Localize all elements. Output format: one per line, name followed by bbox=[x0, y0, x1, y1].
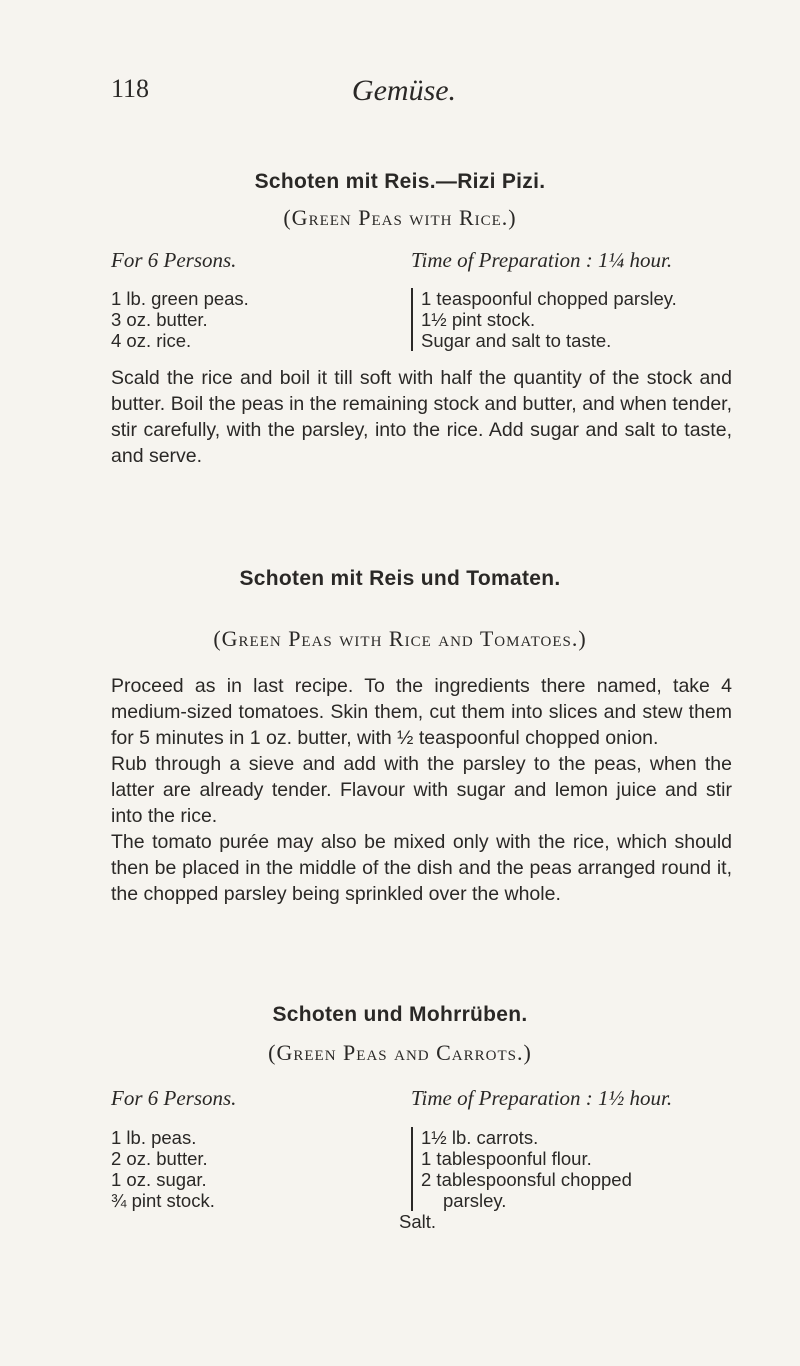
ingredient-continuation: parsley. bbox=[443, 1190, 507, 1211]
ingredient: 1 oz. sugar. bbox=[111, 1169, 207, 1190]
paragraph: The tomato purée may also be mixed only with the rice, which should then be placed in the middle of the dish and the peas arranged round it, the chopped parsley being sprinkled over the whole. bbox=[111, 831, 732, 905]
ingredient: 1 tablespoonful flour. bbox=[421, 1148, 592, 1169]
ingredient: Salt. bbox=[399, 1211, 437, 1232]
persons-note: For 6 Persons. bbox=[111, 248, 237, 272]
recipe-instructions bbox=[111, 365, 732, 469]
ingredients-right bbox=[411, 288, 677, 351]
preparation-time: Time of Preparation : 1½ hour. bbox=[411, 1086, 673, 1110]
paragraph: Proceed as in last recipe. To the ingredients there named, take 4 medium-sized tomatoes. Skin them, cut them into slices and stew them for 5 minutes in 1 oz. butter, with ½ teaspoonful chopped onion. bbox=[111, 675, 732, 749]
ingredient: 2 oz. butter. bbox=[111, 1148, 208, 1169]
ingredient: 1 lb. peas. bbox=[111, 1127, 197, 1148]
recipe-subtitle: (Green Peas and Carrots.) bbox=[268, 1040, 532, 1065]
recipe-title: Schoten mit Reis und Tomaten. bbox=[239, 567, 561, 590]
recipe-instructions bbox=[111, 673, 732, 907]
ingredient: 4 oz. rice. bbox=[111, 330, 192, 351]
ingredient: 1½ pint stock. bbox=[421, 309, 536, 330]
page-number: 118 bbox=[111, 74, 150, 103]
ingredients-left bbox=[111, 1127, 215, 1211]
running-title: Gemüse. bbox=[351, 74, 457, 107]
ingredient: 2 tablespoonsful chopped bbox=[421, 1169, 632, 1190]
recipe-title: Schoten und Mohrrüben. bbox=[272, 1003, 528, 1026]
recipe-subtitle: (Green Peas with Rice.) bbox=[283, 205, 517, 230]
persons-note: For 6 Persons. bbox=[111, 1086, 237, 1110]
ingredient: 1 lb. green peas. bbox=[111, 288, 249, 309]
recipe-subtitle: (Green Peas with Rice and Tomatoes.) bbox=[213, 626, 587, 651]
ingredient: 1 teaspoonful chopped parsley. bbox=[421, 288, 677, 309]
ingredients-left bbox=[111, 288, 249, 351]
preparation-time: Time of Preparation : 1¼ hour. bbox=[411, 248, 673, 272]
recipe-title: Schoten mit Reis.—Rizi Pizi. bbox=[254, 170, 546, 193]
ingredient: ¾ pint stock. bbox=[111, 1190, 215, 1211]
ingredients-right bbox=[411, 1127, 632, 1211]
paragraph: Rub through a sieve and add with the parsley to the peas, when the latter are already tender. Flavour with sugar and lemon juice and stir into the rice. bbox=[111, 753, 732, 827]
ingredient: Sugar and salt to taste. bbox=[421, 330, 612, 351]
ingredient: 3 oz. butter. bbox=[111, 309, 208, 330]
ingredient: 1½ lb. carrots. bbox=[421, 1127, 539, 1148]
paragraph: Scald the rice and boil it till soft with half the quantity of the stock and butter. Boil the peas in the remaining stock and butter, and when tender, stir carefully, with the parsley, into the rice. Add sugar and salt to taste, and serve. bbox=[111, 367, 732, 467]
